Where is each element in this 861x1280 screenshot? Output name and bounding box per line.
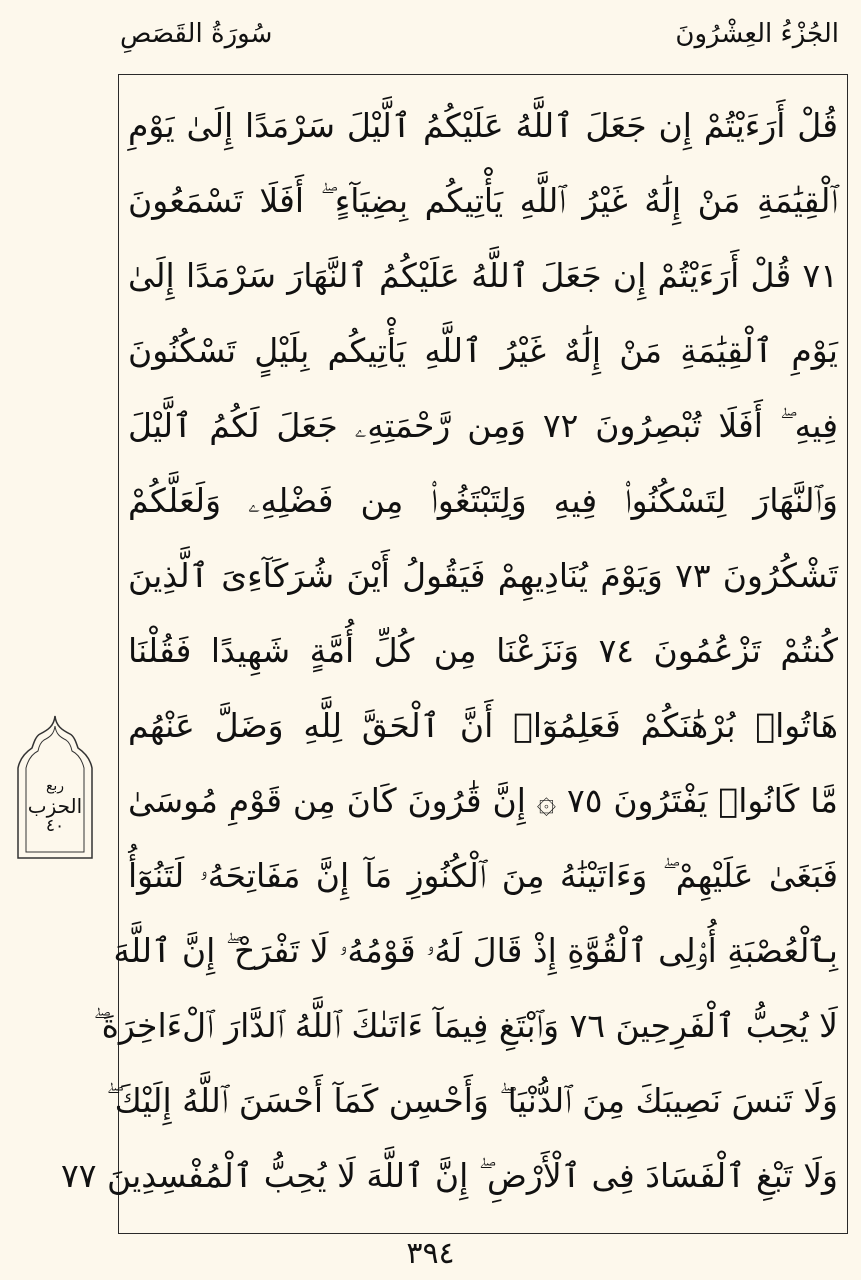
text-line: فِيهِ ۖ أَفَلَا تُبْصِرُونَ ٧٢ وَمِن رَّحْمَتِهِۦ جَعَلَ لَكُمُ ٱلَّيْلَ (128, 406, 838, 445)
text-line: وَٱلنَّهَارَ لِتَسْكُنُوا۟ فِيهِ وَلِتَبْتَغُوا۟ مِن فَضْلِهِۦ وَلَعَلَّكُمْ (128, 481, 838, 520)
hizb-quarter-label: ربع (45, 778, 65, 794)
text-line: مَّا كَانُوا۟ يَفْتَرُونَ ٧٥ ۞ إِنَّ قَٰرُونَ كَانَ مِن قَوْمِ مُوسَىٰ (128, 781, 838, 820)
text-line: بِٱلْعُصْبَةِ أُو۟لِى ٱلْقُوَّةِ إِذْ قَالَ لَهُۥ قَوْمُهُۥ لَا تَفْرَحْ ۖ إِنَّ ٱللَّهَ (113, 931, 838, 970)
hizb-number: ٤٠ (45, 816, 65, 836)
text-line: فَبَغَىٰ عَلَيْهِمْ ۖ وَءَاتَيْنَٰهُ مِنَ ٱلْكُنُوزِ مَآ إِنَّ مَفَاتِحَهُۥ لَتَنُوٓأُ (128, 856, 838, 895)
surah-title: سُورَةُ القَصَصِ (120, 19, 273, 49)
quran-text (61, 90, 839, 1220)
text-line: لَا يُحِبُّ ٱلْفَرِحِينَ ٧٦ وَٱبْتَغِ فِيمَآ ءَاتَىٰكَ ٱللَّهُ ٱلدَّارَ ٱلْءَاخِرَةَ ۖ (93, 1006, 838, 1045)
hizb-word-label: الحزب (27, 794, 83, 818)
text-line: ٧١ قُلْ أَرَءَيْتُمْ إِن جَعَلَ ٱللَّهُ عَلَيْكُمُ ٱلنَّهَارَ سَرْمَدًا إِلَىٰ (128, 256, 838, 295)
text-line: يَوْمِ ٱلْقِيَٰمَةِ مَنْ إِلَٰهٌ غَيْرُ ٱللَّهِ يَأْتِيكُم بِلَيْلٍ تَسْكُنُونَ (128, 331, 838, 370)
text-line: ٱلْقِيَٰمَةِ مَنْ إِلَٰهٌ غَيْرُ ٱللَّهِ يَأْتِيكُم بِضِيَآءٍ ۖ أَفَلَا تَسْمَعُونَ (128, 181, 838, 220)
text-line: وَلَا تَبْغِ ٱلْفَسَادَ فِى ٱلْأَرْضِ ۖ إِنَّ ٱللَّهَ لَا يُحِبُّ ٱلْمُفْسِدِينَ ٧٧ (61, 1156, 838, 1195)
text-line: هَاتُوا۟ بُرْهَٰنَكُمْ فَعَلِمُوٓا۟ أَنَّ ٱلْحَقَّ لِلَّهِ وَضَلَّ عَنْهُم (128, 706, 838, 745)
page-number: ٣٩٤ (406, 1236, 455, 1271)
text-line: وَلَا تَنسَ نَصِيبَكَ مِنَ ٱلدُّنْيَا ۖ وَأَحْسِن كَمَآ أَحْسَنَ ٱللَّهُ إِلَيْكَ ۖ (106, 1081, 838, 1120)
text-line: تَشْكُرُونَ ٧٣ وَيَوْمَ يُنَادِيهِمْ فَيَقُولُ أَيْنَ شُرَكَآءِىَ ٱلَّذِينَ (128, 556, 839, 595)
hizb-marker (12, 712, 98, 862)
juz-title: الجُزْءُ العِشْرُونَ (675, 19, 839, 49)
text-line: كُنتُمْ تَزْعُمُونَ ٧٤ وَنَزَعْنَا مِن كُلِّ أُمَّةٍ شَهِيدًا فَقُلْنَا (128, 631, 838, 670)
text-line: قُلْ أَرَءَيْتُمْ إِن جَعَلَ ٱللَّهُ عَلَيْكُمُ ٱلَّيْلَ سَرْمَدًا إِلَىٰ يَوْمِ (128, 106, 838, 145)
